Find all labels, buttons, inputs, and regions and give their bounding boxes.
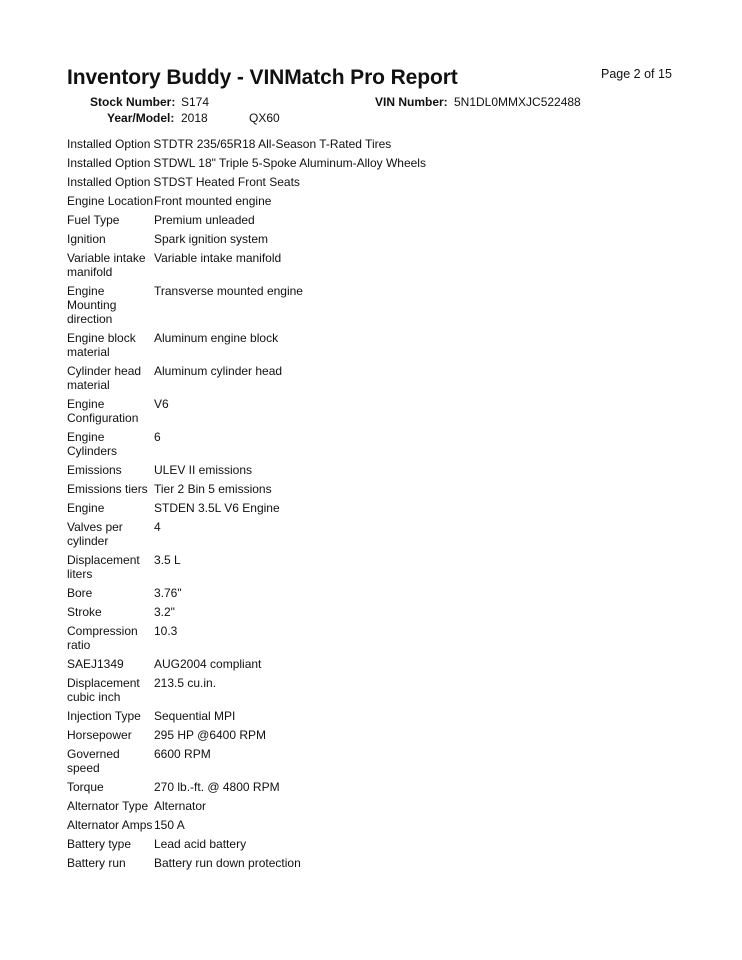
spec-row bbox=[67, 706, 687, 725]
spec-value: V6 bbox=[154, 396, 169, 411]
year-model-label: Year/Model: bbox=[107, 111, 175, 125]
spec-value: Front mounted engine bbox=[154, 193, 272, 208]
spec-row bbox=[67, 210, 687, 229]
installed-option-row bbox=[67, 153, 687, 172]
spec-value: Variable intake manifold bbox=[154, 250, 282, 265]
spec-label: Injection Type bbox=[67, 708, 141, 723]
stock-number-value: S174 bbox=[181, 95, 210, 109]
spec-value: STDEN 3.5L V6 Engine bbox=[154, 500, 280, 515]
spec-value: Premium unleaded bbox=[154, 212, 255, 227]
spec-value: ULEV II emissions bbox=[154, 462, 253, 477]
spec-value: Spark ignition system bbox=[154, 231, 269, 246]
spec-row bbox=[67, 673, 687, 706]
year-value: 2018 bbox=[181, 111, 208, 125]
spec-row bbox=[67, 834, 687, 853]
spec-row bbox=[67, 853, 687, 872]
spec-label: Cylinder head material bbox=[67, 363, 142, 392]
spec-value: AUG2004 compliant bbox=[154, 656, 262, 671]
spec-label: Alternator Amps bbox=[67, 817, 153, 832]
option-label: Installed Option bbox=[67, 155, 151, 170]
spec-value: Sequential MPI bbox=[154, 708, 236, 723]
spec-row bbox=[67, 229, 687, 248]
spec-value: 213.5 cu.in. bbox=[154, 675, 217, 690]
spec-row bbox=[67, 427, 687, 460]
spec-row bbox=[67, 725, 687, 744]
spec-row bbox=[67, 602, 687, 621]
option-value: STDST Heated Front Seats bbox=[153, 174, 300, 189]
spec-label: Emissions tiers bbox=[67, 481, 148, 496]
spec-value: 295 HP @6400 RPM bbox=[154, 727, 267, 742]
spec-row bbox=[67, 361, 687, 394]
spec-label: Torque bbox=[67, 779, 104, 794]
spec-value: 6 bbox=[154, 429, 161, 444]
spec-value: Battery run down protection bbox=[154, 855, 301, 870]
spec-value: 4 bbox=[154, 519, 161, 534]
spec-value: Aluminum cylinder head bbox=[154, 363, 283, 378]
spec-value: 10.3 bbox=[154, 623, 178, 638]
spec-value: Tier 2 Bin 5 emissions bbox=[154, 481, 272, 496]
stock-number-label: Stock Number: bbox=[90, 95, 176, 109]
spec-row bbox=[67, 248, 687, 281]
spec-row bbox=[67, 777, 687, 796]
spec-value: 270 lb.-ft. @ 4800 RPM bbox=[154, 779, 280, 794]
installed-option-row bbox=[67, 134, 687, 153]
spec-row bbox=[67, 479, 687, 498]
page-number: Page 2 of 15 bbox=[601, 67, 672, 81]
spec-row bbox=[67, 394, 687, 427]
spec-label: Stroke bbox=[67, 604, 102, 619]
spec-label: Variable intake manifold bbox=[67, 250, 146, 279]
spec-label: Displacement liters bbox=[67, 552, 140, 581]
spec-label: Engine bbox=[67, 500, 105, 515]
spec-row bbox=[67, 621, 687, 654]
spec-row bbox=[67, 328, 687, 361]
spec-label: Bore bbox=[67, 585, 93, 600]
spec-row bbox=[67, 281, 687, 328]
spec-row bbox=[67, 498, 687, 517]
spec-label: Battery run bbox=[67, 855, 126, 870]
spec-row bbox=[67, 654, 687, 673]
spec-label: Valves per cylinder bbox=[67, 519, 123, 548]
spec-label: Displacement cubic inch bbox=[67, 675, 140, 704]
spec-value: 3.76" bbox=[154, 585, 182, 600]
spec-value: 150 A bbox=[154, 817, 185, 832]
model-value: QX60 bbox=[249, 111, 280, 125]
spec-label: Fuel Type bbox=[67, 212, 120, 227]
option-label: Installed Option bbox=[67, 174, 151, 189]
spec-value: Transverse mounted engine bbox=[154, 283, 303, 298]
spec-label: Horsepower bbox=[67, 727, 132, 742]
spec-row bbox=[67, 517, 687, 550]
spec-row bbox=[67, 796, 687, 815]
spec-label: Engine Mounting direction bbox=[67, 283, 117, 326]
option-value: STDTR 235/65R18 All-Season T-Rated Tires bbox=[153, 136, 392, 151]
spec-value: Alternator bbox=[154, 798, 207, 813]
spec-label: Engine Cylinders bbox=[67, 429, 118, 458]
spec-value: Aluminum engine block bbox=[154, 330, 279, 345]
spec-label: Compression ratio bbox=[67, 623, 138, 652]
spec-value: 3.5 L bbox=[154, 552, 181, 567]
vin-number-label: VIN Number: bbox=[375, 95, 448, 109]
spec-row bbox=[67, 550, 687, 583]
spec-label: Governed speed bbox=[67, 746, 120, 775]
spec-label: Ignition bbox=[67, 231, 106, 246]
spec-label: Battery type bbox=[67, 836, 132, 851]
spec-value: 6600 RPM bbox=[154, 746, 211, 761]
spec-row bbox=[67, 583, 687, 602]
report-title: Inventory Buddy - VINMatch Pro Report bbox=[67, 66, 458, 89]
option-value: STDWL 18" Triple 5-Spoke Aluminum-Alloy Wheels bbox=[153, 155, 426, 170]
spec-label: Engine Location bbox=[67, 193, 154, 208]
spec-value: 3.2" bbox=[154, 604, 175, 619]
option-label: Installed Option bbox=[67, 136, 151, 151]
vin-number-value: 5N1DL0MMXJC522488 bbox=[454, 95, 581, 109]
spec-label: Alternator Type bbox=[67, 798, 149, 813]
spec-list bbox=[67, 134, 687, 872]
spec-row bbox=[67, 460, 687, 479]
spec-value: Lead acid battery bbox=[154, 836, 247, 851]
spec-label: Engine block material bbox=[67, 330, 136, 359]
spec-label: Engine Configuration bbox=[67, 396, 139, 425]
spec-label: SAEJ1349 bbox=[67, 656, 124, 671]
installed-option-row bbox=[67, 172, 687, 191]
spec-label: Emissions bbox=[67, 462, 122, 477]
spec-row bbox=[67, 744, 687, 777]
spec-row bbox=[67, 815, 687, 834]
spec-row bbox=[67, 191, 687, 210]
